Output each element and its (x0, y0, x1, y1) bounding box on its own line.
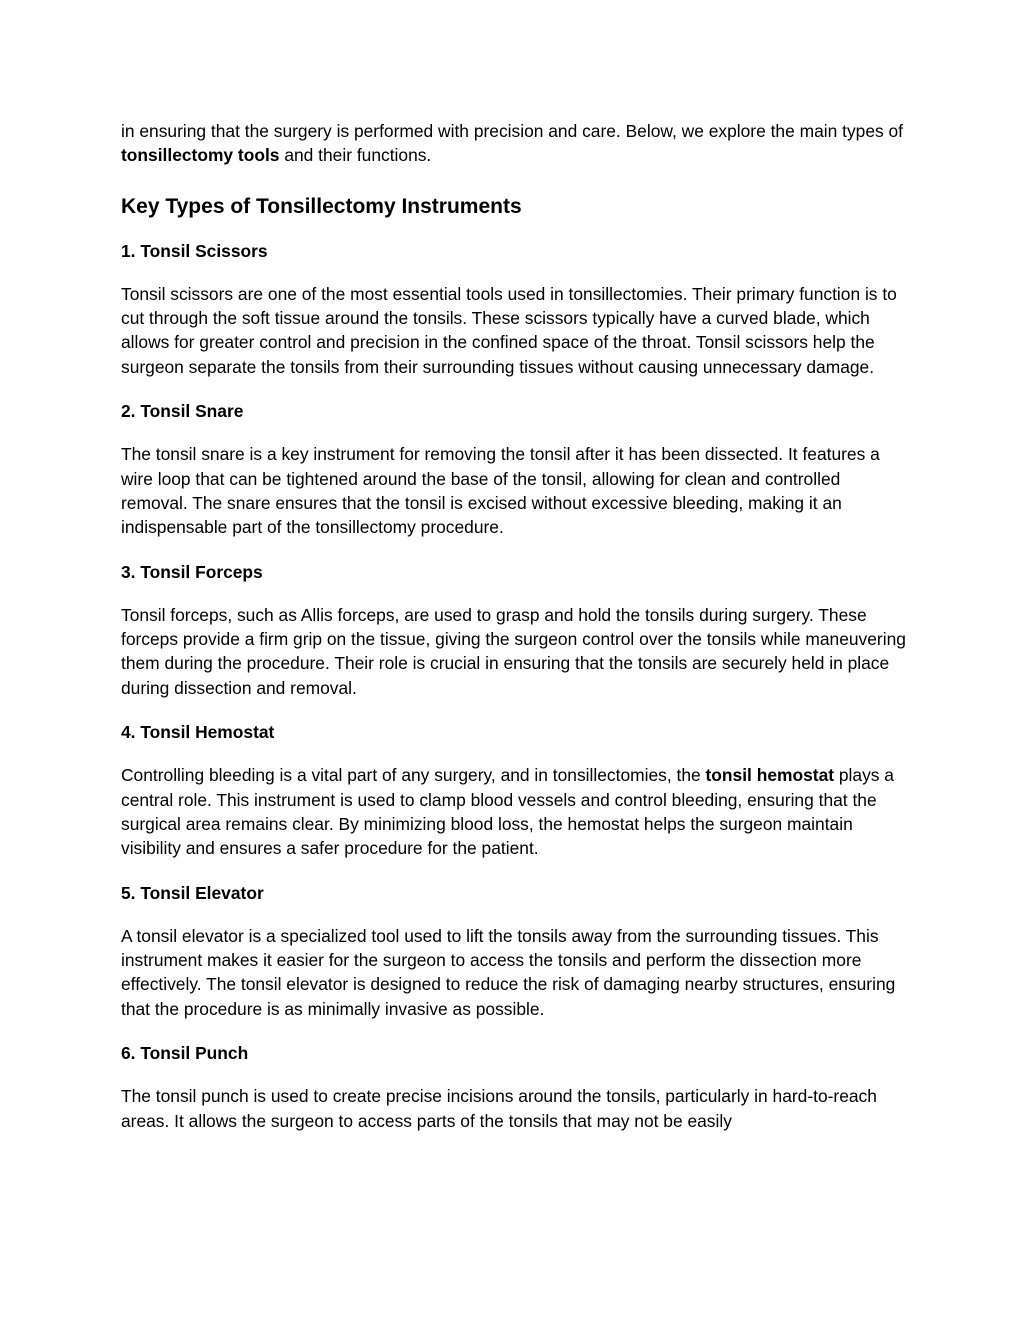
subheading-tonsil-snare: 2. Tonsil Snare (121, 401, 244, 422)
intro-text-before: in ensuring that the surgery is performed with precision and care. Below, we explore the main types of (121, 121, 904, 141)
subheading-tonsil-elevator: 5. Tonsil Elevator (121, 882, 264, 903)
paragraph-tonsil-punch: The tonsil punch is used to create precise incisions around the tonsils, particularly in hard-to-reach areas. It allows the surgeon to access parts of the tonsils that may not be easily (121, 1086, 877, 1131)
paragraph-tonsil-hemostat (121, 763, 911, 860)
subheading-tonsil-punch: 6. Tonsil Punch (121, 1043, 249, 1064)
hemostat-text-after: plays a central role. This instrument is used to clamp blood vessels and control bleeding, ensuring that the surgical area remains clear. By minimizing blood loss, the hemostat helps the surgeon maintain visibility and ensures a safer procedure for the patient. (121, 765, 894, 859)
section-tonsil-punch (121, 1041, 911, 1133)
hemostat-text-before: Controlling bleeding is a vital part of any surgery, and in tonsillectomies, the (121, 765, 706, 786)
section-heading: Key Types of Tonsillectomy Instruments (121, 194, 522, 218)
section-tonsil-hemostat (121, 720, 911, 860)
paragraph-tonsil-forceps: Tonsil forceps, such as Allis forceps, are used to grasp and hold the tonsils during surgery. These forceps provide a firm grip on the tissue, giving the surgeon control over the tonsils while maneuvering them during the procedure. Their role is crucial in ensuring that the tonsils are securely held in place during dissection and removal. (121, 604, 906, 698)
subheading-tonsil-scissors: 1. Tonsil Scissors (121, 240, 268, 261)
document-page (121, 119, 911, 1153)
paragraph-tonsil-scissors: Tonsil scissors are one of the most essential tools used in tonsillectomies. Their primary function is to cut through the soft tissue around the tonsils. These scissors typically have a curved blade, which allows for greater control and precision in the confined space of the throat. Tonsil scissors help the surgeon separate the tonsils from their surrounding tissues without causing unnecessary damage. (121, 283, 897, 377)
section-tonsil-snare (121, 399, 911, 539)
section-tonsil-elevator (121, 881, 911, 1021)
section-tonsil-forceps (121, 560, 911, 700)
subheading-tonsil-hemostat: 4. Tonsil Hemostat (121, 722, 275, 743)
intro-text-after: and their functions. (279, 145, 432, 166)
intro-bold-term: tonsillectomy tools (121, 145, 280, 166)
subheading-tonsil-forceps: 3. Tonsil Forceps (121, 561, 263, 582)
paragraph-tonsil-elevator: A tonsil elevator is a specialized tool used to lift the tonsils away from the surrounding tissues. This instrument makes it easier for the surgeon to access the tonsils and perform the dissection more effectively. The tonsil elevator is designed to reduce the risk of damaging nearby structures, ensuring that the procedure is as minimally invasive as possible. (121, 925, 896, 1019)
section-tonsil-scissors (121, 239, 911, 379)
intro-paragraph (121, 119, 911, 168)
hemostat-bold-term: tonsil hemostat (705, 765, 835, 786)
paragraph-tonsil-snare: The tonsil snare is a key instrument for removing the tonsil after it has been dissected. It features a wire loop that can be tightened around the base of the tonsil, allowing for clean and controlled removal. The snare ensures that the tonsil is excised without excessive bleeding, making it an indispensable part of the tonsillectomy procedure. (121, 444, 880, 538)
